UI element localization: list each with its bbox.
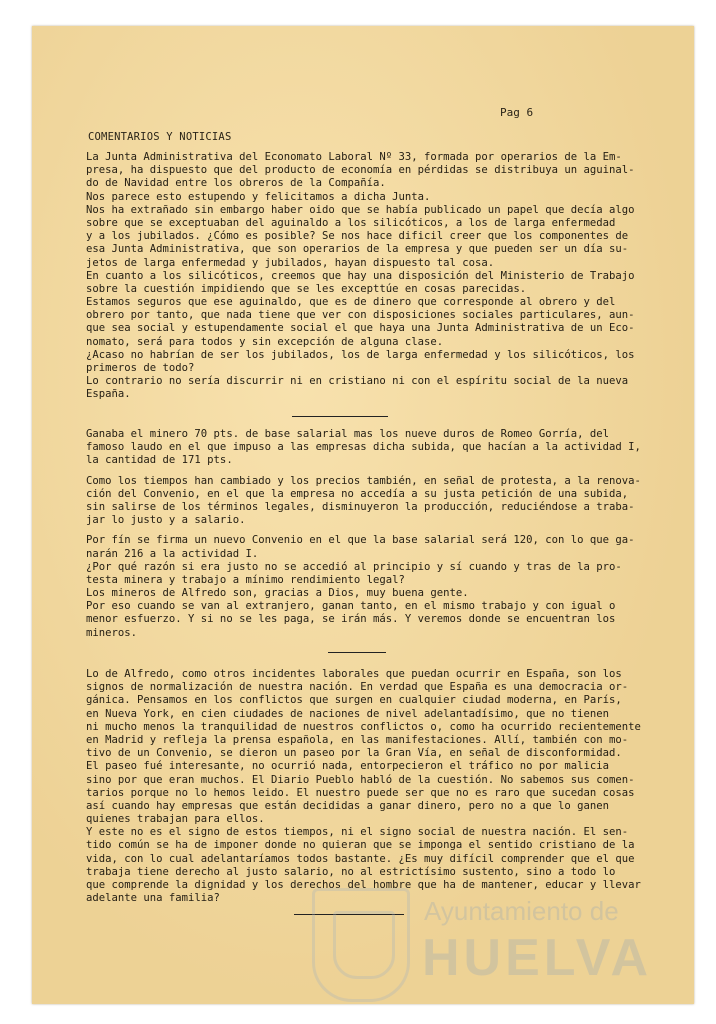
text-line: Lo contrario no sería discurrir ni en cristiano ni con el espíritu social de la nueva (86, 375, 629, 388)
text-line: presa, ha dispuesto que del producto de economía en pérdidas se distribuya un aguinal- (86, 164, 635, 177)
text-line: en Nueva York, en cien ciudades de naciones de nivel adelantadísimo, que no tienen (86, 707, 609, 720)
text-line: famoso laudo en el que impuso a las empresas dicha subida, que hacían a la actividad I, (86, 441, 641, 454)
text-line: testa minera y trabajo a mínimo rendimiento legal? (86, 573, 405, 586)
document-page (32, 26, 694, 1004)
text-line: Por fín se firma un nuevo Convenio en el que la base salarial será 120, con lo que ga- (86, 534, 635, 547)
text-line: vida, con lo cual adelantaríamos todos bastante. ¿Es muy difícil comprender que el que (86, 852, 635, 865)
text-line: Nos ha extrañado sin embargo haber oido que se había publicado un papel que decía algo (86, 203, 635, 216)
section-alfredo (86, 668, 646, 905)
text-line: tido común se ha de imponer donde no quieran que se imponga el sentido cristiano de la (86, 839, 635, 852)
text-line: ¿Acaso no habrían de ser los jubilados, los de larga enfermedad y los silicóticos, los (86, 348, 635, 361)
text-line: do de Navidad entre los obreros de la Compañía. (86, 177, 386, 190)
page-number: Pag 6 (500, 106, 534, 119)
text-line: así cuando hay empresas que están decididas a ganar dinero, pero no a que lo ganen (86, 799, 609, 812)
text-line: que comprende la dignidad y los derechos del hombre que ha de mantener, educar y llevar (86, 879, 641, 891)
text-line: jetos de larga enfermedad y jubilados, hayan dispuesto tal cosa. (86, 256, 495, 269)
watermark-line1: Ayuntamiento de (424, 896, 619, 926)
text-line: en Madrid y refleja la prensa española, en las manifestaciones. Allí, también con mo- (86, 733, 629, 746)
text-line: nomato, será para todos y sin excepción de alguna clase. (86, 335, 444, 348)
text-line: quienes trabajan para ellos. (86, 813, 265, 826)
text-line: En cuanto a los silicóticos, creemos que hay una disposición del Ministerio de Trabajo (86, 269, 635, 282)
text-line: Estamos seguros que ese aguinaldo, que es de dinero que corresponde al obrero y del (86, 296, 616, 309)
huelva-watermark (312, 888, 652, 998)
text-line: trabaja tiene derecho al justo salario, no al estrictísimo sustento, sino a todo lo (86, 865, 616, 878)
text-line: El paseo fué interesante, no ocurrió nada, entorpecieron el tráfico no por malicia (86, 760, 609, 773)
text-line: tarios porque no lo hemos leido. El nuestro puede ser que no es raro que sucedan cosas (86, 786, 635, 799)
text-line: jar lo justo y a salario. (86, 514, 246, 527)
text-line: mineros. (86, 626, 138, 639)
text-line: Por eso cuando se van al extranjero, ganan tanto, en el mismo trabajo y con igual o (86, 600, 616, 613)
text-line: adelante una familia? (86, 892, 220, 905)
text-line: narán 216 a la actividad I. (86, 547, 259, 560)
text-line: ción del Convenio, en el que la empresa no accedía a su justa petición de una subida, (86, 487, 629, 500)
text-line: ¿Por qué razón si era justo no se accedió al principio y sí cuando y tras de la pro- (86, 560, 622, 573)
divider-2 (328, 652, 386, 653)
text-line: Nos parece esto estupendo y felicitamos a dicha Junta. (86, 190, 431, 203)
text-line: Los mineros de Alfredo son, gracias a Dios, muy buena gente. (86, 587, 469, 600)
text-line: Como los tiempos han cambiado y los precios también, en señal de protesta, a la renova- (86, 474, 641, 487)
text-line: obrero por tanto, que nada tiene que ver con disposiciones sociales particulares, aun- (86, 309, 635, 322)
watermark-line2: HUELVA (422, 929, 653, 987)
text-line: y a los jubilados. ¿Cómo es posible? Se nos hace dificil creer que los componentes de (86, 230, 629, 243)
text-line: Lo de Alfredo, como otros incidentes laborales que puedan ocurrir en España, son los (86, 668, 622, 680)
text-line: primeros de todo? (86, 362, 195, 374)
section-salario (86, 428, 646, 640)
section-heading: COMENTARIOS Y NOTICIAS (88, 131, 232, 143)
divider-1 (292, 416, 388, 417)
text-line: España. (86, 388, 131, 401)
text-line: signos de normalización de nuestra nación. En verdad que España es una democracia or- (86, 681, 629, 694)
text-line: tivo de un Convenio, se dieron un paseo por la Gran Vía, en señal de disconformidad. (86, 747, 622, 760)
text-line: esa Junta Administrativa, que son operarios de la empresa y que pueden ser un día su- (86, 243, 629, 256)
text-line: Y este no es el signo de estos tiempos, ni el signo social de nuestra nación. El sen- (86, 826, 629, 839)
text-line: Ganaba el minero 70 pts. de base salarial mas los nueve duros de Romeo Gorría, del (86, 428, 609, 440)
text-line: que sea social y estupendamente social el que haya una Junta Administrativa de un Eco- (86, 322, 635, 335)
coat-of-arms-icon (312, 888, 410, 1002)
text-line: la cantidad de 171 pts. (86, 454, 233, 467)
text-line: gánica. Pensamos en los conflictos que surgen en cualquier ciudad moderna, en París, (86, 694, 622, 707)
text-line: La Junta Administrativa del Economato Laboral Nº 33, formada por operarios de la Em- (86, 151, 622, 163)
text-line: sino por que eran muchos. El Diario Pueblo habló de la cuestión. No sabemos sus comen- (86, 773, 635, 786)
text-line: sobre que se exceptuaban del aguinaldo a los silicóticos, a los de larga enfermedad (86, 216, 616, 229)
section-aguinaldo (86, 151, 646, 402)
text-line: sobre la cuestión impidiendo que se les excepttúe en cosas parecidas. (86, 282, 527, 295)
text-line: ni mucho menos la tranquilidad de nuestros conflictos o, como ha ocurrido recientemente (86, 720, 641, 733)
text-line: sin salirse de los términos legales, disminuyeron la producción, reduciéndose a traba- (86, 500, 635, 513)
text-line: menor esfuerzo. Y si no se les paga, se irán más. Y veremos donde se encuentran los (86, 613, 616, 626)
